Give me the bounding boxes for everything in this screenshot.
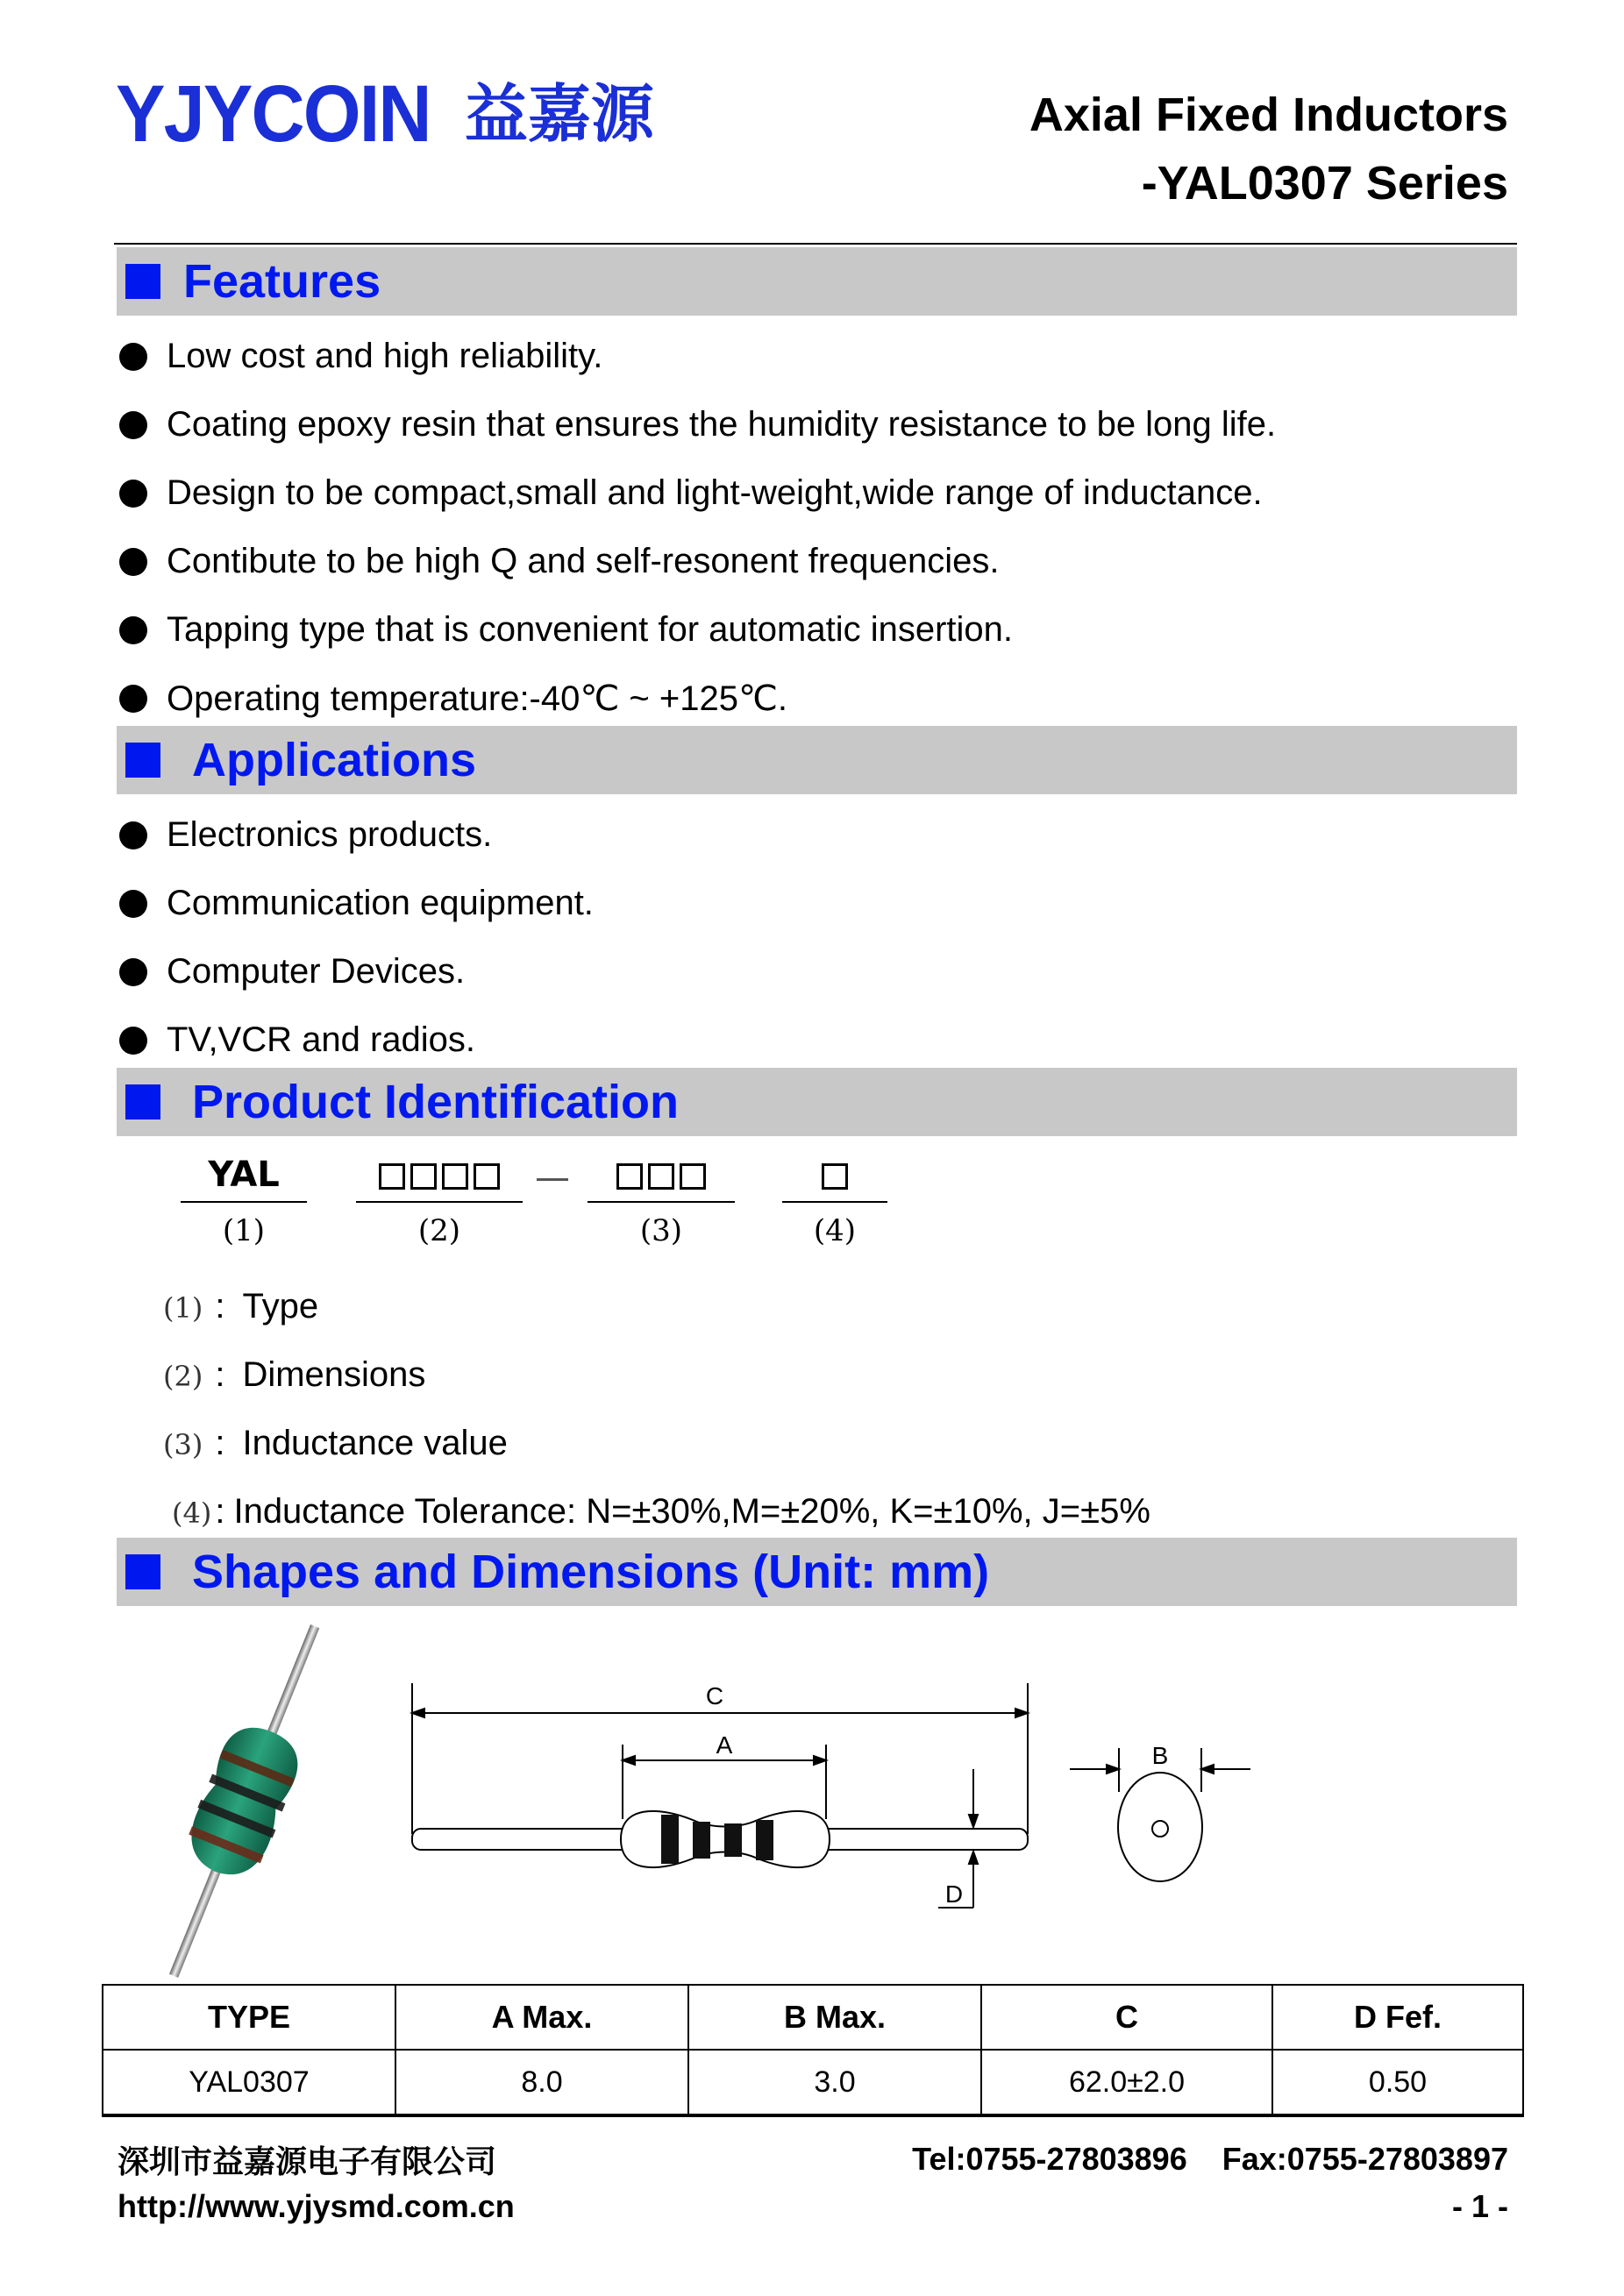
document-title-line1: Axial Fixed Inductors <box>1029 89 1508 141</box>
ident-description <box>163 1287 318 1326</box>
identification-section-header <box>117 1068 1517 1136</box>
ident-num: (3) <box>163 1428 203 1461</box>
winding-band <box>661 1815 679 1864</box>
ident-text: Type <box>242 1287 319 1326</box>
application-text: Electronics products. <box>167 815 493 854</box>
ident-num: (1) <box>163 1291 203 1325</box>
code-placeholder-boxes <box>356 1154 523 1196</box>
code-underline <box>356 1201 523 1203</box>
applications-title: Applications <box>192 734 477 786</box>
bullet-icon <box>119 480 147 508</box>
feature-text: Operating temperature:-40℃ ~ +125℃. <box>167 679 788 718</box>
application-text: Computer Devices. <box>167 952 466 991</box>
footer-website[interactable]: http://www.yjysmd.com.cn <box>118 2188 515 2224</box>
applications-section-header <box>117 726 1517 794</box>
code-label: (1) <box>222 1213 266 1248</box>
code-part-inductance <box>588 1154 735 1248</box>
table-header-cell: TYPE <box>103 1985 395 2050</box>
table-row <box>103 2050 1523 2115</box>
winding-band <box>724 1823 742 1857</box>
section-square-icon <box>125 1554 160 1589</box>
lead-wire <box>265 1624 320 1742</box>
feature-text: Coating epoxy resin that ensures the humidity resistance to be long life. <box>167 405 1277 444</box>
table-header-cell: B Max. <box>688 1985 981 2050</box>
dim-label-a: A <box>716 1731 733 1759</box>
bullet-icon <box>119 411 147 439</box>
identification-title: Product Identification <box>192 1076 680 1128</box>
ident-sep: : <box>215 1492 225 1531</box>
code-part-tolerance <box>782 1154 887 1248</box>
table-header-cell: D Fef. <box>1272 1985 1523 2050</box>
code-part-dimensions <box>356 1154 523 1248</box>
table-header-cell: C <box>981 1985 1272 2050</box>
logo-chinese-text: 益嘉源 <box>464 77 654 151</box>
ident-description <box>163 1424 508 1463</box>
dim-label-b: B <box>1151 1742 1169 1769</box>
application-item <box>119 1020 475 1060</box>
ident-description <box>163 1355 425 1395</box>
bullet-icon <box>119 890 147 918</box>
inductor-photo <box>132 1622 360 1981</box>
feature-text: Tapping type that is convenient for automatic insertion. <box>167 610 1013 649</box>
application-text: TV,VCR and radios. <box>167 1020 476 1059</box>
company-logo <box>116 69 654 159</box>
table-cell: 0.50 <box>1272 2050 1523 2115</box>
winding-band <box>693 1822 710 1859</box>
table-header-row <box>103 1985 1523 2050</box>
footer-divider <box>102 2115 1524 2117</box>
code-underline <box>181 1201 307 1203</box>
feature-text: Design to be compact,small and light-weight,wide range of inductance. <box>167 473 1263 512</box>
code-placeholder-boxes <box>782 1154 887 1196</box>
section-square-icon <box>125 743 160 778</box>
code-underline <box>782 1201 887 1203</box>
ident-sep: : <box>215 1355 225 1394</box>
application-text: Communication equipment. <box>167 884 594 922</box>
logo-latin-text: YJYCOIN <box>116 69 431 159</box>
bullet-icon <box>119 958 147 986</box>
features-section-header <box>117 247 1517 316</box>
ident-text: Inductance Tolerance: N=±30%,M=±20%, K=±10%, J=±5% <box>233 1492 1150 1531</box>
application-item <box>119 952 465 992</box>
inductor-body <box>179 1717 308 1887</box>
footer-company: 深圳市益嘉源电子有限公司 <box>118 2144 497 2180</box>
lead-wire <box>169 1860 224 1978</box>
application-item <box>119 884 594 923</box>
feature-item <box>119 542 1000 581</box>
application-item <box>119 815 492 855</box>
winding-band <box>756 1820 773 1860</box>
dimension-drawing-side <box>395 1666 1061 1929</box>
table-cell: YAL0307 <box>103 2050 395 2115</box>
bullet-icon <box>119 616 147 644</box>
ident-num: (4) <box>172 1496 212 1530</box>
code-label: (3) <box>639 1213 683 1248</box>
bullet-icon <box>119 343 147 371</box>
bullet-icon <box>119 685 147 713</box>
code-part-type <box>181 1154 307 1248</box>
table-header-cell: A Max. <box>395 1985 688 2050</box>
code-label: (4) <box>813 1213 857 1248</box>
feature-item <box>119 405 1276 444</box>
bullet-icon <box>119 1027 147 1055</box>
code-label: (2) <box>417 1213 461 1248</box>
dim-label-c: C <box>705 1682 724 1710</box>
section-square-icon <box>125 1084 160 1120</box>
feature-text: Contibute to be high Q and self-resonent frequencies. <box>167 542 1000 580</box>
table-cell: 3.0 <box>688 2050 981 2115</box>
ident-num: (2) <box>163 1360 203 1393</box>
code-placeholder-boxes <box>588 1154 735 1196</box>
bullet-icon <box>119 821 147 849</box>
ident-description <box>172 1492 1150 1532</box>
document-title-line2: -YAL0307 Series <box>1141 157 1508 210</box>
table-cell: 62.0±2.0 <box>981 2050 1272 2115</box>
table-cell: 8.0 <box>395 2050 688 2115</box>
bullet-icon <box>119 548 147 576</box>
page-number: - 1 - <box>1451 2188 1508 2224</box>
ident-text: Dimensions <box>242 1355 426 1394</box>
ident-text: Inductance value <box>242 1424 508 1462</box>
dimensions-table <box>102 1984 1524 2115</box>
ident-sep: : <box>215 1287 225 1326</box>
shapes-section-header <box>117 1538 1517 1606</box>
ident-sep: : <box>215 1424 225 1462</box>
code-dash <box>537 1178 568 1181</box>
code-prefix: YAL <box>208 1155 280 1195</box>
feature-item <box>119 679 787 719</box>
dimension-drawing-end <box>1061 1736 1263 1894</box>
section-square-icon <box>125 264 160 299</box>
code-underline <box>588 1201 735 1203</box>
feature-text: Low cost and high reliability. <box>167 337 603 375</box>
header-divider <box>114 243 1517 245</box>
footer-contact: Tel:0755-27803896 Fax:0755-27803897 <box>912 2141 1508 2177</box>
feature-item <box>119 337 602 376</box>
dim-label-d: D <box>944 1880 964 1908</box>
feature-item <box>119 473 1263 513</box>
shapes-title: Shapes and Dimensions (Unit: mm) <box>192 1546 990 1598</box>
features-title: Features <box>183 255 381 308</box>
feature-item <box>119 610 1013 650</box>
